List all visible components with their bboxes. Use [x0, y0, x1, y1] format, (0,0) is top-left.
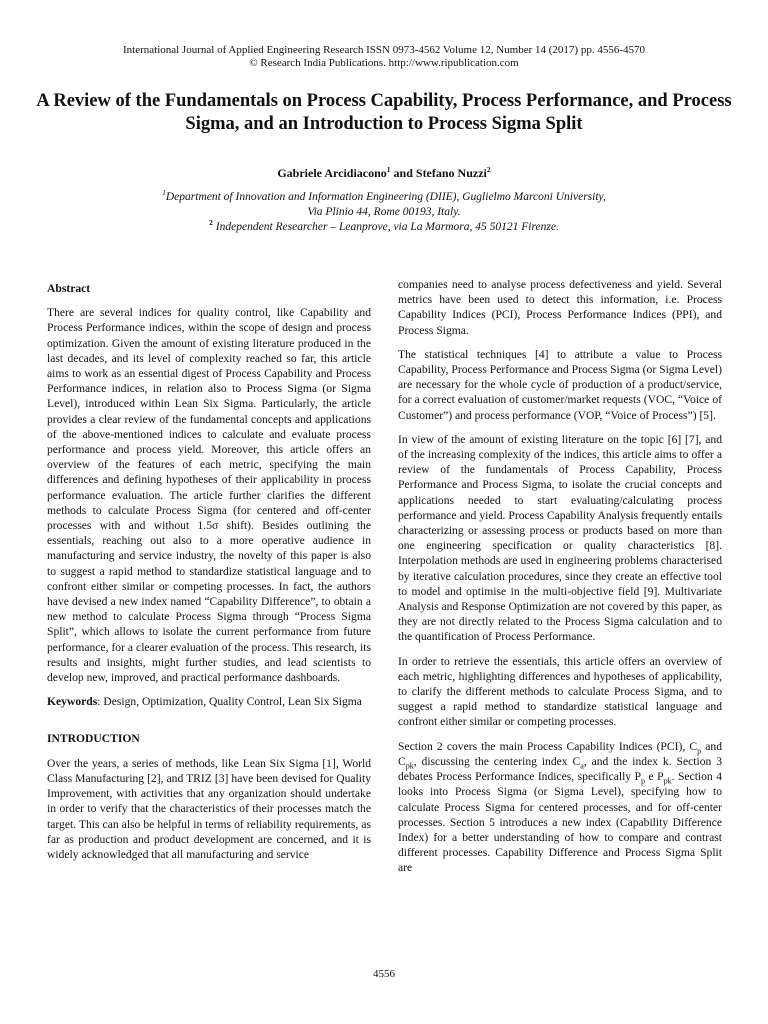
affiliation-2-mark: 2: [209, 218, 213, 228]
keywords: [47, 694, 371, 709]
author-2: Stefano Nuzzi: [415, 166, 487, 180]
right-paragraph-3: In view of the amount of existing literature on the topic [6] [7], and of the increasing complexity of the indices, this article aims to offer a review of the fundamentals of Process Capability, Process Performance and Process Sigma, to isolate the crucial concepts and applications needed to start evaluating/calculating process performance and yield. Process Capability Analysis frequently entails characterizing or assessing process or products based on more than one engineering specification or quality characteristics [8]. Interpolation methods are used in engineering problems characterised by iterative calculation procedures, since they create an effective tool to model and optimise in the multi-objective field [9]. Multivariate Analysis and Response Optimization are not covered by this paper, as they are not directly related to the Process Sigma calculation and to the quantification of Process Performance.: [398, 432, 722, 644]
author-2-affiliation-mark: 2: [486, 165, 491, 174]
abstract-heading: Abstract: [47, 282, 91, 295]
authors-conjunction: and: [390, 166, 416, 180]
right-paragraph-5: Section 2 covers the main Process Capability Indices (PCI), $C_p$ and $C_{pk}$, discussing the centering index $C_a$, and the index k. Section 3 debates Process Performance Indices, specifically $P_p$ e $P_{pk}$. Section 4 looks into Process Sigma (or Sigma Level), specifying how to calculate Process Sigma for centered processes, and for off-center processes. Section 5 introduces a new index (Capability Difference Index) for a better understanding of how to compare and contrast different processes. Capability Difference and Process Sigma Split are: [398, 739, 722, 875]
keywords-label: Keywords: [47, 695, 98, 709]
right-paragraph-1: companies need to analyse process defectiveness and yield. Several metrics have been used to detect this information, i.e. Process Capability Indices (PCI), Process Performance Indices (PPI), and Process Sigma.: [398, 278, 722, 337]
affiliation-2: $^2$ Independent Researcher – Leanprove, via La Marmora, 45 50121 Firenze.: [209, 218, 559, 233]
affiliation-1-line-1: $^1$Department of Innovation and Information Engineering (DIIE), Guglielmo Marconi University,: [162, 188, 606, 203]
right-column: [398, 277, 722, 885]
affiliation-1-line-2: Via Plinio 44, Rome 00193, Italy.: [307, 206, 461, 218]
journal-header: International Journal of Applied Engineering Research ISSN 0973-4562 Volume 12, Number 14 (2017) pp. 4556-4570: [122, 44, 645, 56]
author-1-affiliation-mark: 1: [386, 165, 391, 174]
introduction-paragraph-1: Over the years, a series of methods, like Lean Six Sigma [1], World Class Manufacturing [2], and TRIZ [3] have been devised for Quality Improvement, with activities that any organization should undertake in order to verify that the characteristics of their processes match the target. This can also be helpful in terms of reliability requirements, as far as production and product development are concerned, and it is widely acknowledged that all manufacturing and service: [47, 756, 371, 861]
paper-title: A Review of the Fundamentals on Process Capability, Process Performance, and Process Sigma, and an Introduction to Process Sigma Split: [36, 91, 732, 134]
page-number: 4556: [373, 968, 395, 980]
introduction-heading: INTRODUCTION: [47, 732, 140, 746]
author-1: Gabriele Arcidiacono: [277, 166, 387, 180]
publisher-line: © Research India Publications. http://www.ripublication.com: [249, 57, 519, 69]
authors: [0, 166, 768, 181]
affiliation-1-mark: 1: [162, 188, 166, 198]
keywords-text: : Design, Optimization, Quality Control, Lean Six Sigma: [97, 695, 362, 709]
right-paragraph-2: The statistical techniques [4] to attribute a value to Process Capability, Process Performance and Process Sigma (or Sigma Level) are necessary for the whole cycle of production of a product/service, for a correct evaluation of customer/market requests (VOC, “Voice of Customer”) and process performance (VOP, “Voice of Process”) [5].: [398, 347, 722, 422]
right-paragraph-4: In order to retrieve the essentials, this article offers an overview of each metric, highlighting differences and hypotheses of applicability, to clarify the different methods to calculate Process Sigma, and to suggest a rapid method to standardize statistical language and confront either similar or competing processes.: [398, 654, 722, 729]
abstract-text: There are several indices for quality control, like Capability and Process Performance indices, within the scope of design and process optimization. Given the amount of existing literature produced in the last decades, and its level of complexity reached so far, this article aims to work as an essential digest of Process Capability and Process Performance indices, in relation also to Process Sigma (or Sigma Level), introduced within Lean Six Sigma. Particularly, the article provides a clear review of the fundamental concepts and applications of the above-mentioned indices to calculate and evaluate process performance and process yield. Moreover, this article offers an overview of the features of each metric, specifying the main differences and defining hypotheses of their applicability in process performance evaluation. The article further clarifies the different methods to calculate Process Sigma (for centered and off-center processes with and without 1.5σ shift). Besides outlining the essentials, reaching out also to a more operative audience in manufacturing and service industry, the novelty of this paper is also to suggest a rapid method to standardize statistical language and to confront either similar or competing processes. In fact, the authors have devised a new index named “Capability Difference”, to obtain a new method to calculate Process Sigma through “Process Sigma Split”, which allows to isolate the current performance from future performance, for a clearer evaluation of the process. This research, its results and insights, might further studies, and lead scientists to develop new, improved, and practical performance dashboards.: [47, 306, 371, 685]
left-column: [47, 281, 371, 871]
